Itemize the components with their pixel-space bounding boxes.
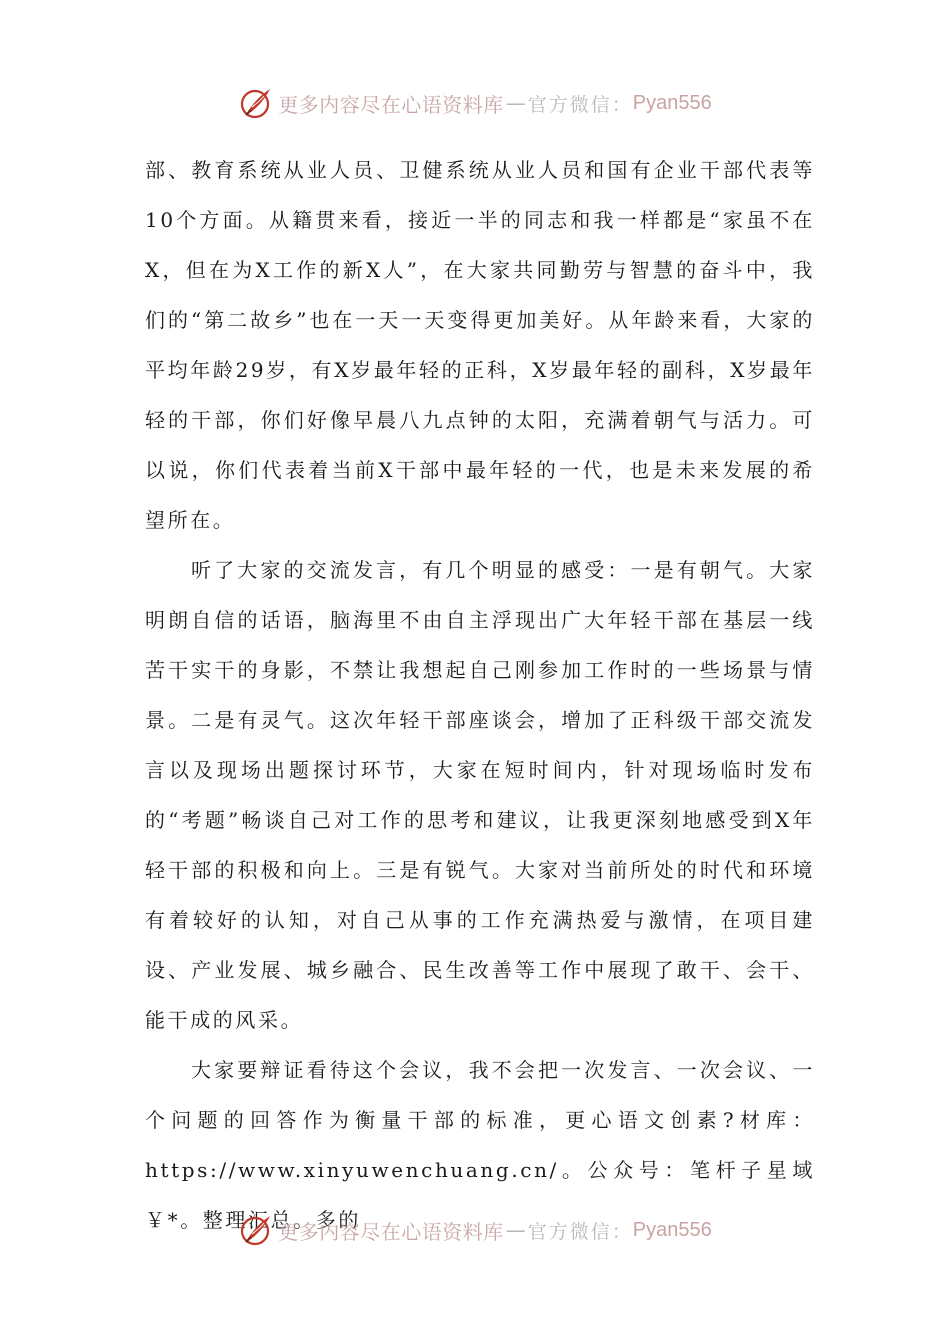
document-body [145,145,815,1245]
watermark-text: 更多内容尽在心语资料库 [278,1219,504,1244]
watermark-wechat-id: Pyan556 [632,1218,712,1241]
watermark-separator: — [505,91,526,115]
watermark-text: 更多内容尽在心语资料库 [278,92,504,117]
quill-pen-logo-icon [238,1212,274,1248]
paragraph-1: 部、教育系统从业人员、卫健系统从业人员和国有企业干部代表等10个方面。从籍贯来看，接近一半的同志和我一样都是“家虽不在X，但在为X工作的新X人”，在大家共同勤劳与智慧的奋斗中，我们的“第二故乡”也在一天一天变得更加美好。从年龄来看，大家的平均年龄29岁，有X岁最年轻的正科，X岁最年轻的副科，X岁最年轻的干部，你们好像早晨八九点钟的太阳，充满着朝气与活力。可以说，你们代表着当前X干部中最年轻的一代，也是未来发展的希望所在。 [145,158,815,532]
paragraph-3: 大家要辩证看待这个会议，我不会把一次发言、一次会议、一个问题的回答作为衡量干部的标准，更心语文创素?材库：https://www.xinyuwenchuang.cn/。公众号：笔杆子星域￥*。整理汇总。多的 [145,1058,815,1232]
watermark-wechat-label: 官方微信： [527,93,633,116]
footer-watermark [0,1208,950,1252]
watermark-separator: — [505,1218,526,1242]
quill-pen-logo-icon [238,85,274,121]
watermark-wechat-id: Pyan556 [632,91,712,114]
watermark-wechat-label: 官方微信： [527,1220,633,1243]
paragraph-2: 听了大家的交流发言，有几个明显的感受：一是有朝气。大家明朗自信的话语，脑海里不由自主浮现出广大年轻干部在基层一线苦干实干的身影，不禁让我想起自己刚参加工作时的一些场景与情景。二是有灵气。这次年轻干部座谈会，增加了正科级干部交流发言以及现场出题探讨环节，大家在短时间内，针对现场临时发布的“考题”畅谈自己对工作的思考和建议，让我更深刻地感受到X年轻干部的积极和向上。三是有锐气。大家对当前所处的时代和环境有着较好的认知，对自己从事的工作充满热爱与激情，在项目建设、产业发展、城乡融合、民生改善等工作中展现了敢干、会干、能干成的风采。 [145,558,815,1032]
header-watermark [0,81,950,125]
